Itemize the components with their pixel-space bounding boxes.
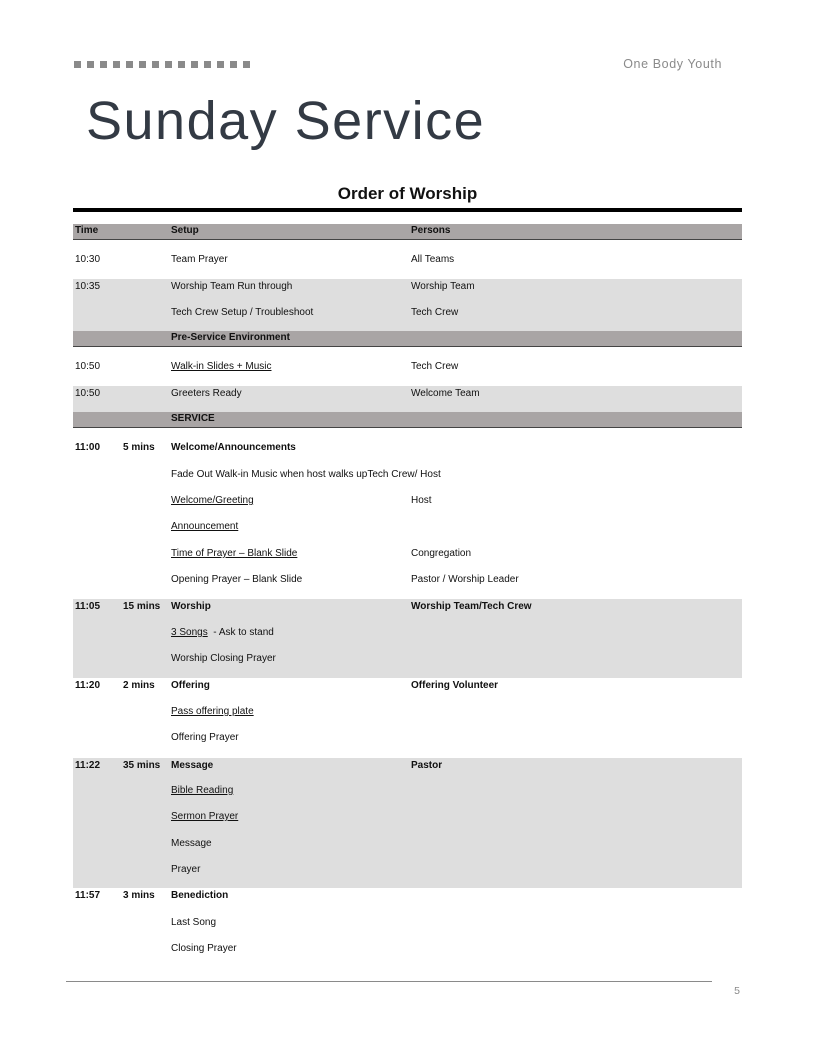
row-setup-text: Worship Team Run through xyxy=(171,281,293,292)
row-persons: Tech Crew xyxy=(411,307,459,318)
row-setup xyxy=(171,865,200,875)
table-row xyxy=(73,758,742,783)
row-persons: Pastor xyxy=(411,760,443,771)
row-time: 11:05 xyxy=(75,601,101,612)
row-setup xyxy=(171,707,254,717)
row-setup-text: Message xyxy=(171,838,212,849)
row-setup xyxy=(171,944,237,954)
table-row xyxy=(73,599,742,625)
row-setup-note: - Ask to stand xyxy=(207,627,274,638)
row-setup-text: Welcome/Greeting xyxy=(171,495,254,506)
row-setup xyxy=(171,918,216,928)
row-setup xyxy=(171,470,441,480)
row-setup-text: Time of Prayer – Blank Slide xyxy=(171,548,298,559)
row-time: 11:00 xyxy=(75,442,101,453)
row-setup xyxy=(171,308,313,318)
row-setup-text: Offering Prayer xyxy=(171,732,239,743)
row-setup-text: Sermon Prayer xyxy=(171,811,239,822)
page-number: 5 xyxy=(734,985,740,997)
row-setup xyxy=(171,389,242,399)
row-duration: 35 mins xyxy=(123,760,161,771)
table-row xyxy=(73,888,742,915)
row-time: 10:50 xyxy=(75,361,101,372)
table-row xyxy=(73,836,742,862)
page-title: Sunday Service xyxy=(86,91,486,151)
row-setup xyxy=(171,255,228,265)
row-setup-text: Message xyxy=(171,760,214,771)
row-time: 11:20 xyxy=(75,680,101,691)
row-persons: Offering Volunteer xyxy=(411,680,499,691)
row-setup-text: Bible Reading xyxy=(171,785,234,796)
row-setup-text: Team Prayer xyxy=(171,254,228,265)
row-persons: All Teams xyxy=(411,254,455,265)
row-setup xyxy=(171,786,233,796)
section-header-row xyxy=(73,412,742,428)
row-setup xyxy=(171,282,292,292)
table-row xyxy=(73,678,742,704)
row-setup-text: Closing Prayer xyxy=(171,943,237,954)
row-setup-text: 3 Songs xyxy=(171,627,208,638)
row-setup xyxy=(171,733,239,743)
table-row xyxy=(73,546,742,572)
table-header-row xyxy=(73,224,742,240)
table-row xyxy=(73,252,742,279)
table-row xyxy=(73,467,742,493)
row-setup xyxy=(171,812,238,822)
row-duration: 5 mins xyxy=(123,442,155,453)
table-row xyxy=(73,305,742,331)
row-setup xyxy=(171,549,297,559)
table-row xyxy=(73,359,742,386)
row-setup-text: Walk-in Slides + Music xyxy=(171,361,272,372)
table-row xyxy=(73,704,742,730)
row-setup-text: Last Song xyxy=(171,917,217,928)
section-header-row xyxy=(73,331,742,347)
row-time: 11:57 xyxy=(75,890,101,901)
row-time: 10:35 xyxy=(75,281,101,292)
table-row xyxy=(73,625,742,651)
row-setup-text: Pass offering plate xyxy=(171,706,254,717)
table-row xyxy=(73,809,742,836)
table-row xyxy=(73,915,742,941)
table-row xyxy=(73,386,742,412)
row-setup xyxy=(171,496,254,506)
section-header-label: SERVICE xyxy=(171,413,215,424)
row-setup xyxy=(171,628,274,638)
row-setup xyxy=(171,839,212,849)
table-row xyxy=(73,279,742,305)
row-persons: Tech Crew xyxy=(411,361,459,372)
row-duration: 3 mins xyxy=(123,890,155,901)
row-setup-text: Worship xyxy=(171,601,211,612)
row-setup-text: Offering xyxy=(171,680,210,691)
row-persons: Worship Team/Tech Crew xyxy=(411,601,532,612)
row-persons: Host xyxy=(411,495,432,506)
header-dots-decoration xyxy=(74,61,250,68)
table-row xyxy=(73,519,742,546)
row-time: 10:30 xyxy=(75,254,101,265)
row-setup xyxy=(171,362,272,372)
table-row xyxy=(73,862,742,888)
row-setup-text: Greeters Ready xyxy=(171,388,242,399)
row-setup-text: Tech Crew Setup / Troubleshoot xyxy=(171,307,314,318)
column-header-setup: Setup xyxy=(171,225,199,236)
row-persons: Welcome Team xyxy=(411,388,480,399)
row-setup-text: Benediction xyxy=(171,890,229,901)
row-setup-text: Fade Out Walk-in Music when host walks upTech Crew/ Host xyxy=(171,469,441,480)
order-of-worship-table xyxy=(73,224,742,954)
row-setup xyxy=(171,681,210,691)
organization-name: One Body Youth xyxy=(623,57,722,71)
row-setup-text: Announcement xyxy=(171,521,239,532)
row-setup xyxy=(171,654,276,664)
table-row xyxy=(73,651,742,678)
row-duration: 2 mins xyxy=(123,680,155,691)
row-setup xyxy=(171,761,213,771)
title-rule xyxy=(73,208,742,212)
section-header-label: Pre-Service Environment xyxy=(171,332,290,343)
table-row xyxy=(73,941,742,965)
page-subtitle: Order of Worship xyxy=(337,184,478,203)
table-row xyxy=(73,440,742,467)
row-setup xyxy=(171,575,302,585)
column-header-time: Time xyxy=(75,225,99,236)
table-row xyxy=(73,730,742,758)
row-duration: 15 mins xyxy=(123,601,161,612)
row-setup-text: Worship Closing Prayer xyxy=(171,653,276,664)
table-row xyxy=(73,493,742,519)
row-persons: Worship Team xyxy=(411,281,475,292)
row-time: 10:50 xyxy=(75,388,101,399)
column-header-persons: Persons xyxy=(411,225,451,236)
row-setup-text: Welcome/Announcements xyxy=(171,442,296,453)
row-setup xyxy=(171,602,211,612)
row-setup-text: Prayer xyxy=(171,864,201,875)
table-row xyxy=(73,572,742,599)
row-setup xyxy=(171,443,296,453)
row-setup xyxy=(171,891,228,901)
table-row xyxy=(73,783,742,809)
row-persons: Congregation xyxy=(411,548,472,559)
row-time: 11:22 xyxy=(75,760,101,771)
row-setup xyxy=(171,522,238,532)
row-persons: Pastor / Worship Leader xyxy=(411,574,519,585)
footer-rule xyxy=(66,981,712,982)
row-setup-text: Opening Prayer – Blank Slide xyxy=(171,574,303,585)
